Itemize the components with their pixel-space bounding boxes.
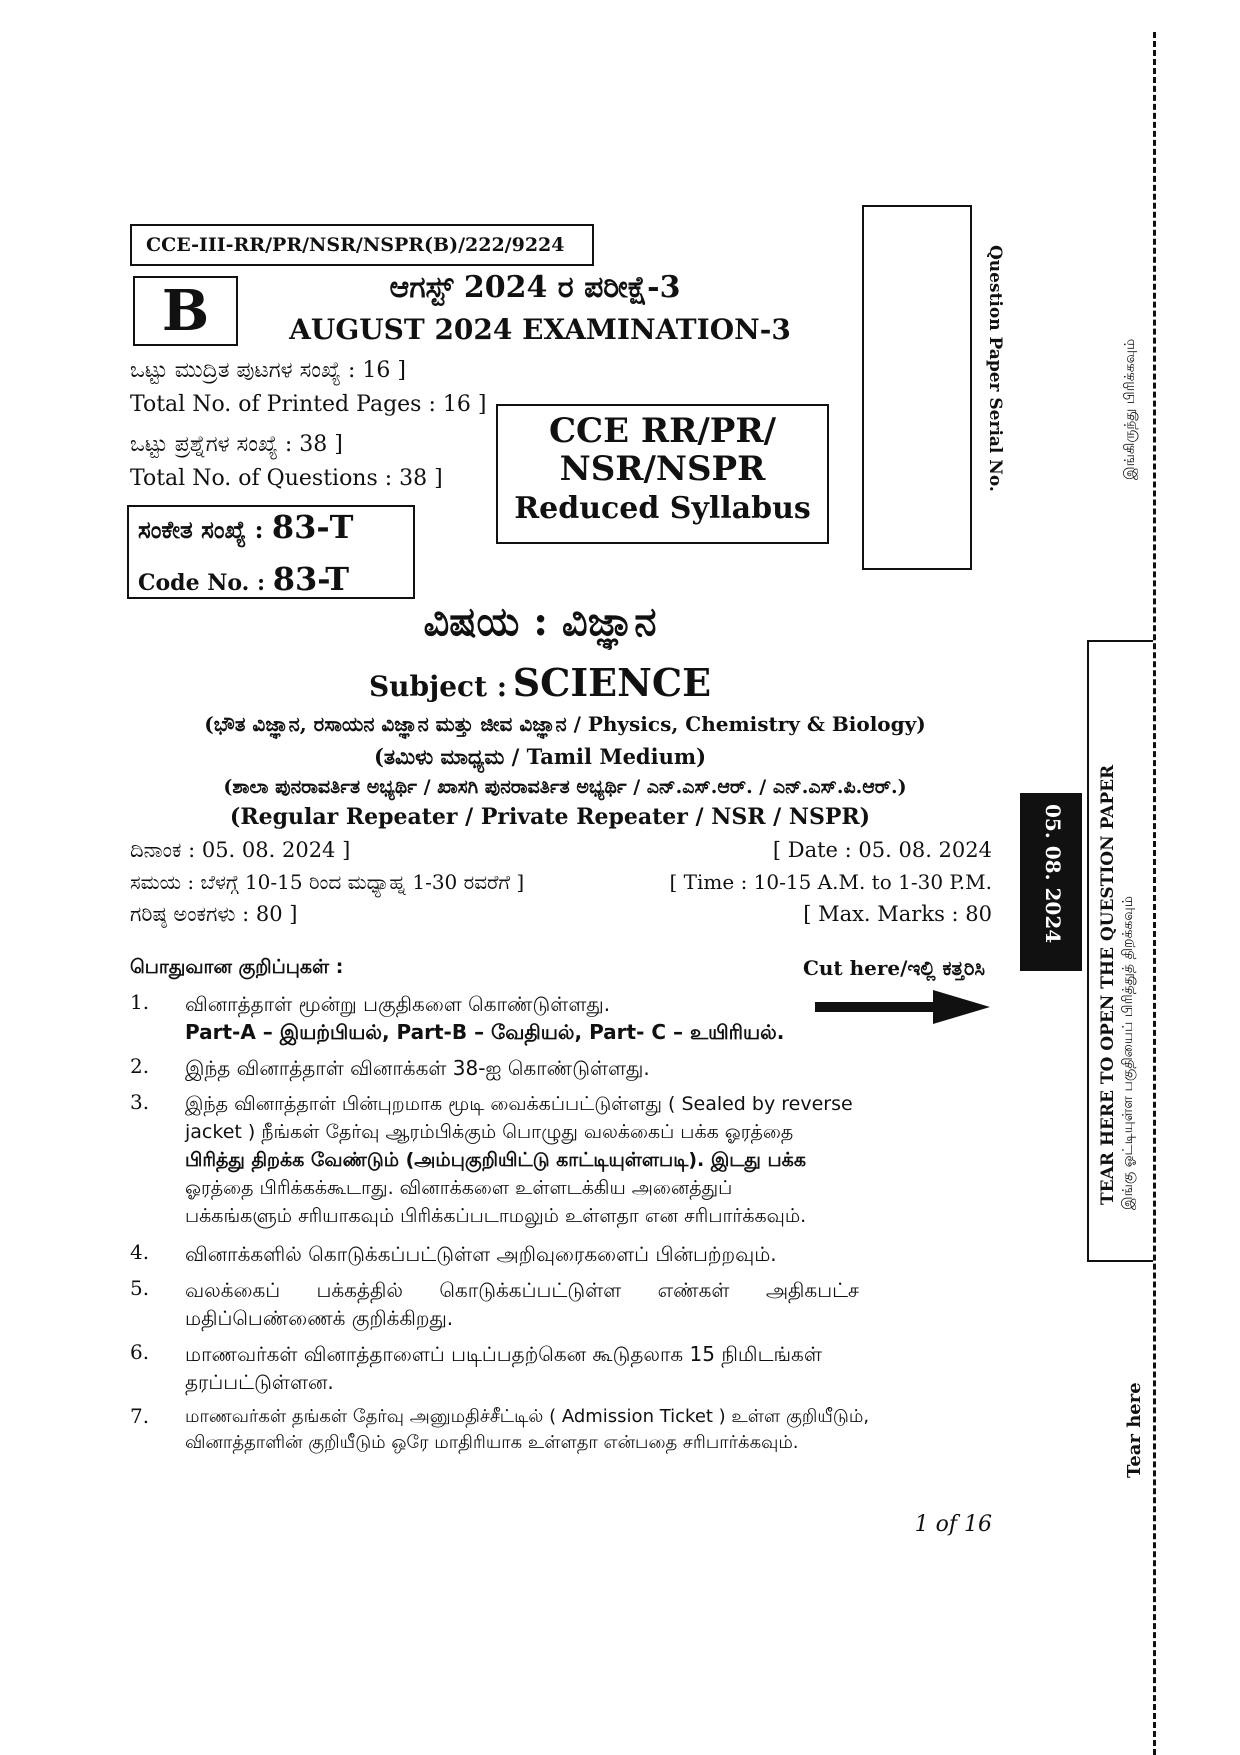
instruction-line: வினாத்தாள் மூன்று பகுதிகளை கொண்டுள்ளது. [185,992,611,1016]
subject-branches: (ಭೌತ ವಿಜ್ಞಾನ, ರಸಾಯನ ವಿಜ್ಞಾನ ಮತ್ತು ಜೀವ ವಿಜ್ಞಾನ / Physics, Chemistry & Biology) [204,712,926,736]
paper-code: CCE-III-RR/PR/NSR/NSPR(B)/222/9224 [146,234,565,256]
instruction-number: 7. [130,1404,150,1428]
code-number-english [138,560,349,598]
instruction-item-5 [185,1276,990,1332]
pages-count-kannada: ಒಟ್ಟು ಮುದ್ರಿತ ಪುಟಗಳ ಸಂಖ್ಯೆ : 16 ] [130,358,406,383]
tear-here-label: Tear here [1124,1382,1145,1478]
tear-instruction-english: TEAR HERE TO OPEN THE QUESTION PAPER [1098,764,1118,1205]
marks-kannada: ಗರಿಷ್ಠ ಅಂಕಗಳು : 80 ] [130,902,298,926]
instruction-line: பிரித்து திறக்க வேண்டும் (அம்புகுறியிட்டு காட்டியுள்ளபடி). இடது பக்க [185,1149,806,1171]
instruction-line: வலக்கைப் பக்கத்தில் கொடுக்கப்பட்டுள்ள எண்கள் அதிகபட்ச [185,1278,860,1302]
subject-english-value: SCIENCE [512,660,712,705]
subject-kannada: ವಿಷಯ : ವಿಜ್ಞಾನ [423,598,657,645]
scheme-line-3: Reduced Syllabus [514,491,811,526]
subject-english-label: Subject : [368,670,508,703]
instruction-line: மாணவர்கள் வினாத்தாளைப் படிப்பதற்கென கூடுதலாக 15 நிமிடங்கள் [185,1342,822,1366]
instruction-number: 2. [130,1054,150,1078]
side-tear-tamil-top: இங்கிருந்து பிரிக்கவும் [1122,338,1138,480]
marks-english: [ Max. Marks : 80 [803,902,992,926]
instruction-item-7 [185,1404,990,1456]
instruction-line: பக்கங்களும் சரியாகவும் பிரிக்கப்படாமலும் உள்ளதா என சரிபார்க்கவும். [185,1205,807,1227]
instruction-line: தரப்பட்டுள்ளன. [185,1370,334,1394]
serial-number-box [862,205,972,570]
instruction-number: 1. [130,990,150,1014]
subject-english [340,660,740,705]
code-english-label: Code No. : [138,570,266,596]
instruction-item-4 [185,1240,990,1268]
tear-dashed-line [1153,32,1156,1755]
instruction-item-1 [185,990,990,1046]
version-letter: B [161,278,210,344]
instruction-line: ஓரத்தை பிரிக்கக்கூடாது. வினாக்களை உள்ளடக்கிய அனைத்துப் [185,1177,733,1199]
page-number: 1 of 16 [914,1512,992,1537]
date-tab-text: 05. 08. 2024 [1041,804,1065,944]
instruction-item-2 [185,1054,990,1082]
date-kannada: ದಿನಾಂಕ : 05. 08. 2024 ] [130,838,351,862]
version-letter-box [133,276,238,346]
code-english-value: 83-T [272,560,350,598]
instruction-number: 4. [130,1240,150,1264]
instruction-item-3 [185,1090,990,1230]
instruction-line: மதிப்பெண்ணைக் குறிக்கிறது. [185,1306,454,1330]
instruction-line: வினாத்தாளின் குறியீடும் ஒரே மாதிரியாக உள்ளதா என்பதை சரிபார்க்கவும். [185,1432,799,1453]
cut-here-label: Cut here/ಇಲ್ಲಿ ಕತ್ತರಿಸಿ [802,956,985,980]
medium: (ತಮಿಳು ಮಾಧ್ಯಮ / Tamil Medium) [373,744,707,769]
candidates-english: (Regular Repeater / Private Repeater / NSR / NSPR) [229,804,871,830]
exam-title-kannada: ಆಗಸ್ಟ್ 2024 ರ ಪರೀಕ್ಷೆ-3 [389,270,681,305]
time-kannada: ಸಮಯ : ಬೆಳಗ್ಗೆ 10-15 ರಿಂದ ಮಧ್ಯಾಹ್ನ 1-30 ರವರೆಗೆ ] [130,870,525,894]
instructions-heading: பொதுவான குறிப்புகள் : [130,956,344,978]
exam-title-english: AUGUST 2024 EXAMINATION-3 [289,313,791,346]
serial-number-label: Question Paper Serial No. [985,245,1005,492]
code-kannada-value: 83-T [271,508,354,546]
instruction-item-6 [185,1340,990,1396]
instruction-line: வினாக்களில் கொடுக்கப்பட்டுள்ள அறிவுரைகளைப் பின்பற்றவும். [185,1242,777,1266]
code-number-kannada [138,508,353,546]
instruction-line: Part-A – இயற்பியல், Part-B – வேதியல், Part- C – உயிரியல். [185,1020,785,1044]
candidates-kannada: (ಶಾಲಾ ಪುನರಾವರ್ತಿತ ಅಭ್ಯರ್ಥಿ / ಖಾಸಗಿ ಪುನರಾವರ್ತಿತ ಅಭ್ಯರ್ಥಿ / ಎನ್.ಎಸ್.ಆರ್. / ಎನ್.ಎಸ್.ಪಿ.ಆರ್.) [223,776,907,798]
instruction-number: 3. [130,1090,150,1114]
questions-count-kannada: ಒಟ್ಟು ಪ್ರಶ್ನೆಗಳ ಸಂಖ್ಯೆ : 38 ] [130,432,343,457]
scheme-box [496,404,829,544]
scheme-line-1: CCE RR/PR/ [548,411,777,451]
instruction-number: 6. [130,1340,150,1364]
paper-code-box [130,224,594,266]
instruction-line: மாணவர்கள் தங்கள் தேர்வு அனுமதிச்சீட்டில் ( Admission Ticket ) உள்ள குறியீடும், [185,1406,870,1427]
tear-instruction-tamil: இங்கு ஓட்டியுள்ள பகுதியைப் பிரித்துத் திறக்கவும் [1120,895,1136,1210]
instruction-line: இந்த வினாத்தாள் வினாக்கள் 38-ஐ கொண்டுள்ளது. [185,1056,650,1080]
date-english: [ Date : 05. 08. 2024 [772,838,992,862]
code-kannada-label: ಸಂಕೇತ ಸಂಖ್ಯೆ : [138,515,264,544]
scheme-line-2: NSR/NSPR [559,449,766,489]
pages-count-english: Total No. of Printed Pages : 16 ] [130,392,487,417]
instruction-number: 5. [130,1276,150,1300]
instruction-line: இந்த வினாத்தாள் பின்புறமாக மூடி வைக்கப்பட்டுள்ளது ( Sealed by reverse [185,1093,853,1115]
time-english: [ Time : 10-15 A.M. to 1-30 P.M. [669,870,992,894]
instruction-line: jacket ) நீங்கள் தேர்வு ஆரம்பிக்கும் பொழுது வலக்கைப் பக்க ஓரத்தை [185,1121,794,1143]
questions-count-english: Total No. of Questions : 38 ] [130,466,443,491]
